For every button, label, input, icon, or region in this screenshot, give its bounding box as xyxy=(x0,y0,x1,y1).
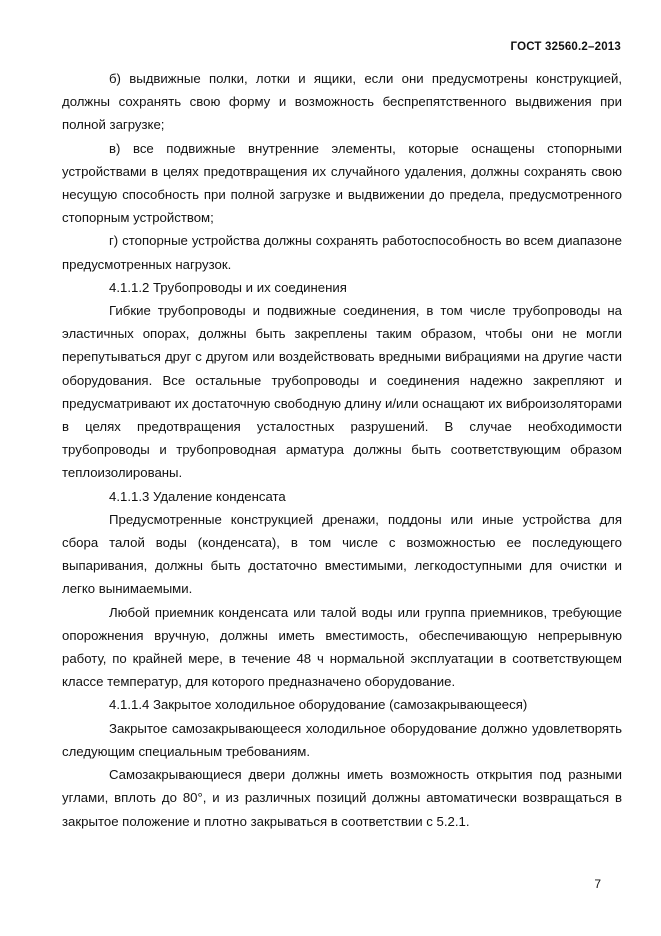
paragraph-condensate-drains: Предусмотренные конструкцией дренажи, поддоны или иные устройства для сбора талой воды (конденсата), в том числе с возможностью ее последующего выпаривания, должны быть достаточно вместимыми, легкодоступными для очистки и легко вынимаемыми. xyxy=(62,511,622,597)
paragraph-closed-equipment: Закрытое самозакрывающееся холодильное оборудование должно удовлетворять следующим специальным требованиям. xyxy=(62,720,622,759)
section-heading-4-1-1-3: 4.1.1.3 Удаление конденсата xyxy=(109,488,286,504)
section-heading-4-1-1-4: 4.1.1.4 Закрытое холодильное оборудование (самозакрывающееся) xyxy=(109,697,528,713)
section-heading-4-1-1-2: 4.1.1.2 Трубопроводы и их соединения xyxy=(109,279,347,295)
document-body xyxy=(62,67,622,833)
paragraph-condensate-receivers: Любой приемник конденсата или талой воды или группа приемников, требующие опорожнения вручную, должны иметь вместимость, обеспечивающую непрерывную работу, по крайней мере, в течение 48 ч нормальной эксплуатации в соответствующем классе температур, для которого предназначено оборудование. xyxy=(62,604,622,690)
paragraph-item-v: в) все подвижные внутренние элементы, которые оснащены стопорными устройствами в целях предотвращения их случайного удаления, должны сохранять свою несущую способность при полной загрузке и выдвижении до предела, предусмотренного стопорным устройством; xyxy=(62,140,622,226)
paragraph-pipelines: Гибкие трубопроводы и подвижные соединения, в том числе трубопроводы на эластичных опорах, должны быть закреплены таким образом, чтобы они не могли перепутываться друг с другом или воздействовать вредными вибрациями на другие части оборудования. Все остальные трубопроводы и соединения надежно закрепляют и предусматривают их достаточную свободную длину и/или оснащают их виброизоляторами в целях предотвращения усталостных разрушений. В случае необходимости трубопроводы и трубопроводная арматура должны быть соответствующим образом теплоизолированы. xyxy=(62,303,622,481)
paragraph-self-closing-doors: Самозакрывающиеся двери должны иметь возможность открытия под разными углами, вплоть до 80°, и из различных позиций должны автоматически возвращаться в закрытое положение и плотно закрываться в соответствии с 5.2.1. xyxy=(62,767,622,829)
page-number: 7 xyxy=(594,877,601,891)
document-header-standard: ГОСТ 32560.2–2013 xyxy=(510,41,621,53)
paragraph-item-g: г) стопорные устройства должны сохранять работоспособность во всем диапазоне предусмотренных нагрузок. xyxy=(62,233,622,272)
paragraph-item-b: б) выдвижные полки, лотки и ящики, если они предусмотрены конструкцией, должны сохранять свою форму и возможность беспрепятственного выдвижения при полной загрузке; xyxy=(62,71,622,133)
